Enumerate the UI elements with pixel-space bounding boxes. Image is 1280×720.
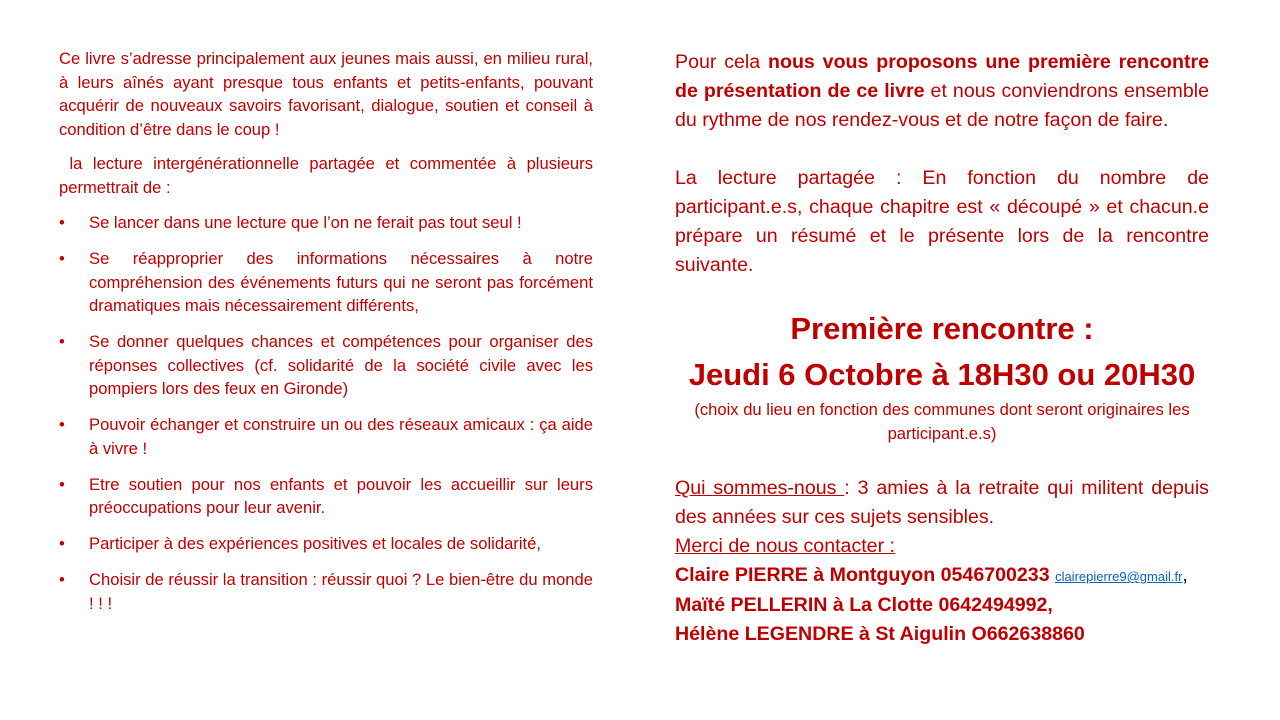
benefits-list — [59, 211, 593, 615]
bullet-icon: • — [59, 570, 65, 589]
right-column — [675, 48, 1209, 649]
list-item — [59, 473, 593, 520]
intro-paragraph-2 — [59, 152, 593, 199]
list-item-text: Se réapproprier des informations nécessaires à notre compréhension des événements futurs qui ne seront pas forcément dramatiques mais nécessairement différents, — [89, 249, 593, 315]
list-item — [59, 532, 593, 556]
list-item-text: Se lancer dans une lecture que l’on ne ferait pas tout seul ! — [89, 213, 522, 232]
list-item-text: Se donner quelques chances et compétences pour organiser des réponses collectives (cf. solidarité de la société civile avec les pompiers lors des feux en Gironde) — [89, 332, 593, 398]
bullet-icon: • — [59, 213, 65, 232]
shared-reading-paragraph: La lecture partagée : En fonction du nombre de participant.e.s, chaque chapitre est « découpé » et chacun.e prépare un résumé et le présente lors de la rencontre suivante. — [675, 167, 1209, 276]
bullet-icon: • — [59, 332, 65, 351]
contact-helene: Hélène LEGENDRE à St Aigulin O662638860 — [675, 623, 1085, 645]
bullet-icon: • — [59, 474, 65, 494]
list-item — [59, 568, 593, 615]
intro-paragraph: Ce livre s’adresse principalement aux jeunes mais aussi, en milieu rural, à leurs aînés ayant presque tous enfants et petits-enfants, pouvant acquérir de nouveaux savoirs favorisant, dialogue, soutien et conseil à condition d’être dans le coup ! — [59, 49, 593, 139]
left-column — [59, 47, 593, 628]
list-item — [59, 413, 593, 460]
meeting-date: Jeudi 6 Octobre à 18H30 ou 20H30 — [688, 357, 1196, 392]
list-item-text: Pouvoir échanger et construire un ou des réseaux amicaux : ça aide à vivre ! — [89, 415, 593, 458]
list-item-text: Choisir de réussir la transition : réussir quoi ? Le bien-être du monde ! ! ! — [89, 570, 593, 613]
meeting-title: Première rencontre : — [790, 311, 1094, 346]
about-us-paragraph — [675, 474, 1209, 532]
contact-claire-text: Claire PIERRE à Montguyon 0546700233 — [675, 564, 1056, 586]
proposal-paragraph — [675, 48, 1209, 135]
list-item — [59, 247, 593, 318]
intro-2-text: la lecture intergénérationnelle partagée et commentée à plusieurs permettrait de : — [59, 154, 593, 197]
list-item — [59, 330, 593, 401]
bullet-icon: • — [59, 534, 65, 553]
proposal-text-end: et nous conviendrons ensemble du rythme de nos rendez-vous et de notre façon de faire. — [675, 80, 1209, 131]
contact-maite: Maïté PELLERIN à La Clotte 0642494992, — [675, 594, 1053, 616]
email-link[interactable]: clairepierre9@gmail.fr — [1055, 569, 1183, 584]
contact-label — [675, 532, 1209, 561]
meeting-heading — [675, 306, 1209, 398]
meeting-location-note: (choix du lieu en fonction des communes dont seront originaires les participant.e.s) — [694, 400, 1190, 443]
about-us-text: : 3 amies à la retraite qui militent depuis des années sur ces sujets sensibles. — [675, 477, 1209, 528]
proposal-text: Pour cela — [675, 51, 769, 73]
bullet-icon: • — [59, 249, 65, 268]
contact-comma: , — [1182, 564, 1188, 586]
bullet-icon: • — [59, 415, 65, 434]
list-item-text: Etre soutien pour nos enfants et pouvoir les accueillir sur leurs préoccupations pour leur avenir. — [89, 474, 593, 517]
contact-label-text: Merci de nous contacter : — [675, 535, 895, 557]
list-item — [59, 211, 593, 235]
proposal-emphasis: nous vous proposons une première rencontre de présentation de ce livre — [675, 51, 1209, 102]
list-item-text: Participer à des expériences positives et locales de solidarité, — [89, 534, 541, 553]
about-us-label: Qui sommes-nous — [675, 477, 845, 499]
contact-claire — [675, 561, 1209, 591]
